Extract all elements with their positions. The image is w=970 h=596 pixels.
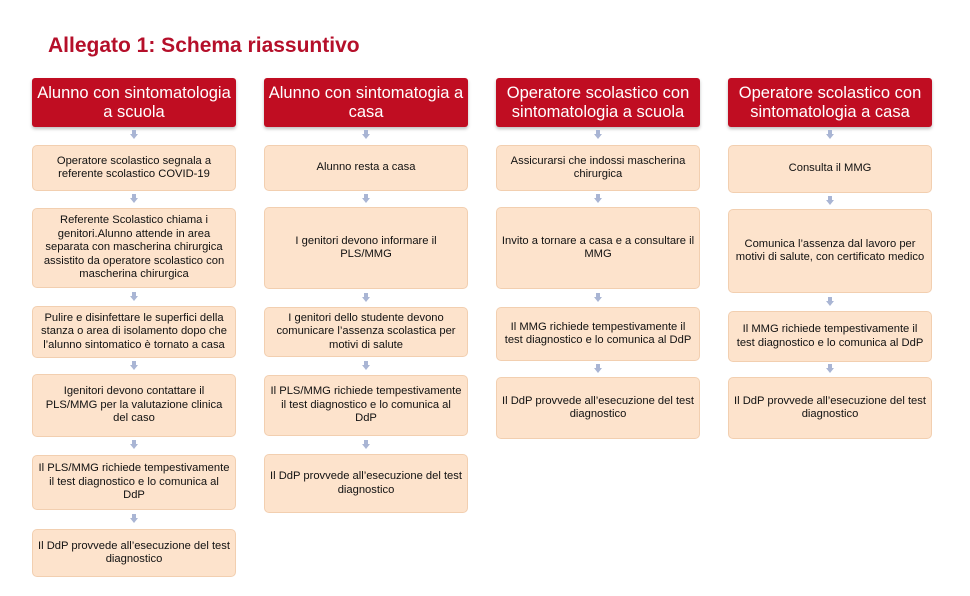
flow-step: Il DdP provvede all’esecuzione del test diagnostico — [32, 529, 236, 577]
down-arrow-icon — [594, 293, 602, 302]
down-arrow-icon — [594, 364, 602, 373]
down-arrow-icon — [826, 364, 834, 373]
down-arrow-icon — [362, 361, 370, 370]
flow-step: Il DdP provvede all’esecuzione del test diagnostico — [496, 377, 700, 439]
down-arrow-icon — [362, 130, 370, 139]
down-arrow-icon — [130, 361, 138, 370]
flow-step: I genitori devono informare il PLS/MMG — [264, 207, 468, 289]
flow-step: Operatore scolastico segnala a referente scolastico COVID-19 — [32, 145, 236, 191]
down-arrow-icon — [130, 194, 138, 203]
flow-step: Consulta il MMG — [728, 145, 932, 193]
down-arrow-icon — [826, 130, 834, 139]
flow-step: Il DdP provvede all’esecuzione del test diagnostico — [728, 377, 932, 439]
down-arrow-icon — [594, 194, 602, 203]
flow-step: Igenitori devono contattare il PLS/MMG per la valutazione clinica del caso — [32, 374, 236, 437]
flow-step: Alunno resta a casa — [264, 145, 468, 191]
down-arrow-icon — [362, 194, 370, 203]
flow-step: Assicurarsi che indossi mascherina chirurgica — [496, 145, 700, 191]
down-arrow-icon — [130, 514, 138, 523]
flow-step: Referente Scolastico chiama i genitori.Alunno attende in area separata con mascherina chirurgica assistito da operatore scolastico con mascherina chirurgica — [32, 208, 236, 288]
flow-step: Il PLS/MMG richiede tempestivamente il test diagnostico e lo comunica al DdP — [264, 375, 468, 436]
flow-step: Pulire e disinfettare le superfici della stanza o area di isolamento dopo che l’alunno sintomatico è tornato a casa — [32, 306, 236, 358]
down-arrow-icon — [826, 297, 834, 306]
down-arrow-icon — [130, 440, 138, 449]
down-arrow-icon — [362, 440, 370, 449]
column-header: Operatore scolastico con sintomatologia a casa — [728, 78, 932, 127]
flow-step: Il MMG richiede tempestivamente il test diagnostico e lo comunica al DdP — [728, 311, 932, 362]
flow-step: Il MMG richiede tempestivamente il test diagnostico e lo comunica al DdP — [496, 307, 700, 361]
flow-step: Invito a tornare a casa e a consultare il MMG — [496, 207, 700, 289]
down-arrow-icon — [826, 196, 834, 205]
column-header: Operatore scolastico con sintomatologia a scuola — [496, 78, 700, 127]
down-arrow-icon — [130, 292, 138, 301]
column-header: Alunno con sintomatologia a scuola — [32, 78, 236, 127]
column-header: Alunno con sintomatogia a casa — [264, 78, 468, 127]
flow-step: Il DdP provvede all’esecuzione del test diagnostico — [264, 454, 468, 513]
flow-step: I genitori dello studente devono comunicare l’assenza scolastica per motivi di salute — [264, 307, 468, 357]
flow-step: Comunica l’assenza dal lavoro per motivi di salute, con certificato medico — [728, 209, 932, 293]
down-arrow-icon — [130, 130, 138, 139]
flow-step: Il PLS/MMG richiede tempestivamente il test diagnostico e lo comunica al DdP — [32, 455, 236, 510]
down-arrow-icon — [594, 130, 602, 139]
down-arrow-icon — [362, 293, 370, 302]
page-title: Allegato 1: Schema riassuntivo — [48, 34, 360, 57]
